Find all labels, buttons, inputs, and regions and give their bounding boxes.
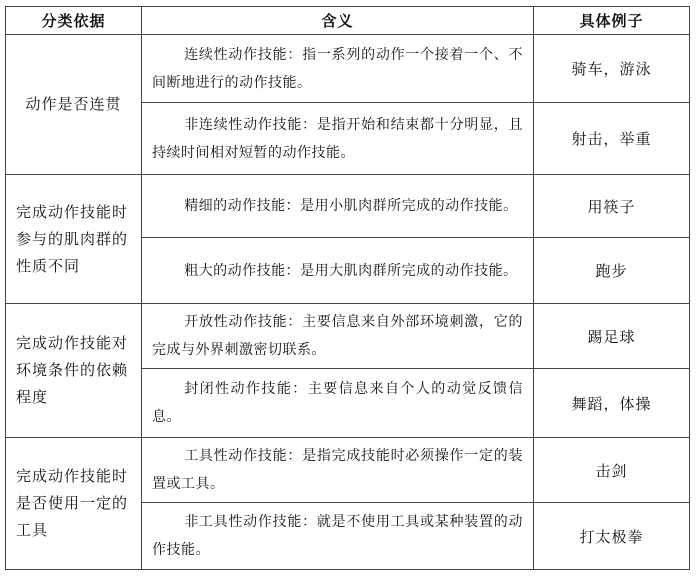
definition-cell: 非连续性动作技能：是指开始和结束都十分明显，且持续时间相对短暂的动作技能。 [142,103,534,175]
example-cell: 打太极拳 [534,503,690,570]
example-cell: 射击，举重 [534,103,690,175]
definition-cell: 非工具性动作技能：就是不使用工具或某种装置的动作技能。 [142,503,534,570]
definition-cell: 封闭性动作技能：主要信息来自个人的动觉反馈信息。 [142,369,534,438]
header-examples: 具体例子 [534,7,690,35]
example-cell: 用筷子 [534,175,690,238]
example-cell: 跑步 [534,238,690,304]
example-cell: 骑车，游泳 [534,35,690,103]
category-cell: 完成动作技能时参与的肌肉群的性质不同 [6,175,142,304]
definition-cell: 工具性动作技能：是指完成技能时必须操作一定的装置或工具。 [142,438,534,503]
definition-cell: 粗大的动作技能：是用大肌肉群所完成的动作技能。 [142,238,534,304]
definition-cell: 开放性动作技能：主要信息来自外部环境刺激，它的完成与外界刺激密切联系。 [142,304,534,369]
example-cell: 击剑 [534,438,690,503]
table-row [6,35,690,103]
example-cell: 踢足球 [534,304,690,369]
header-meaning: 含义 [142,7,534,35]
table-row [6,304,690,369]
header-row [6,7,690,35]
category-cell: 动作是否连贯 [6,35,142,175]
example-cell: 舞蹈，体操 [534,369,690,438]
category-cell: 完成动作技能时是否使用一定的工具 [6,438,142,570]
header-category: 分类依据 [6,7,142,35]
table-row [6,438,690,503]
definition-cell: 连续性动作技能：指一系列的动作一个接着一个、不间断地进行的动作技能。 [142,35,534,103]
category-cell: 完成动作技能对环境条件的依赖程度 [6,304,142,438]
table-row [6,175,690,238]
definition-cell: 精细的动作技能：是用小肌肉群所完成的动作技能。 [142,175,534,238]
skill-classification-table [5,6,690,570]
